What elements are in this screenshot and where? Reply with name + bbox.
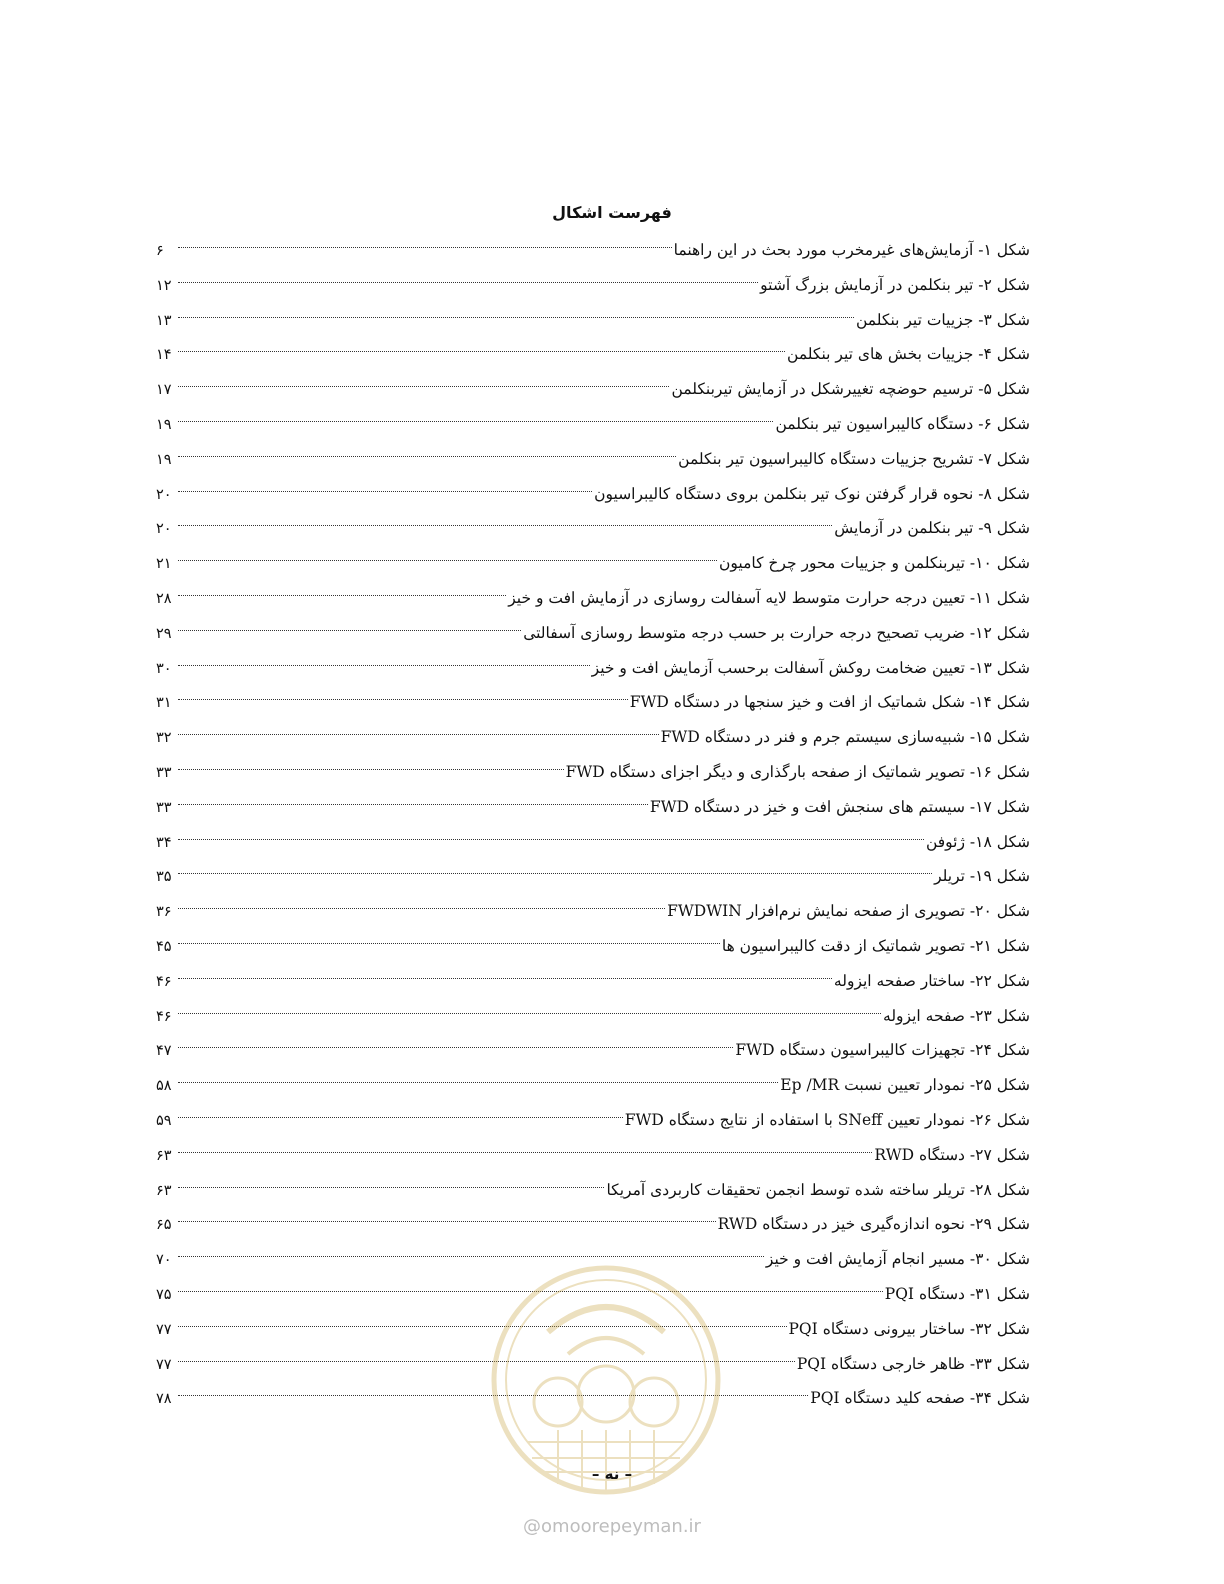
toc-entry-label: شکل ۱۹- تریلر — [934, 867, 1030, 886]
toc-entry-label: شکل ۱۳- تعیین ضخامت روکش آسفالت برحسب آزمایش افت و خیز — [591, 658, 1030, 677]
toc-entry-page-number: ۲۰ — [156, 486, 172, 503]
toc-entry-label: شکل ۲۳- صفحه ایزوله — [883, 1006, 1030, 1025]
toc-entry-label: شکل ۳۲- ساختار بیرونی دستگاه PQI — [788, 1319, 1030, 1338]
dot-leader — [178, 386, 669, 387]
toc-entry-page-number: ۶۳ — [156, 1182, 172, 1199]
toc-entry-label: شکل ۲۲- ساختار صفحه ایزوله — [833, 971, 1030, 990]
toc-entry-page-number: ۶۵ — [156, 1217, 172, 1234]
dot-leader — [178, 1013, 881, 1014]
toc-entry-page-number: ۶۳ — [156, 1147, 172, 1164]
toc-entry-label: شکل ۳۱- دستگاه PQI — [884, 1284, 1030, 1303]
dot-leader — [178, 1117, 623, 1118]
toc-entry-page-number: ۵۹ — [156, 1112, 172, 1129]
toc-entry-page-number: ۴۶ — [156, 973, 172, 990]
toc-entry-page-number: ۷۵ — [156, 1286, 172, 1303]
toc-entry-page-number: ۳۴ — [156, 834, 172, 851]
toc-entry[interactable] — [156, 720, 1030, 755]
dot-leader — [178, 839, 924, 840]
toc-entry[interactable] — [156, 337, 1030, 372]
toc-entry-page-number: ۳۱ — [156, 695, 172, 712]
toc-entry-label: شکل ۶- دستگاه کالیبراسیون تیر بنکلمن — [775, 414, 1030, 433]
toc-entry[interactable] — [156, 999, 1030, 1034]
toc-entry-page-number: ۱۴ — [156, 347, 172, 364]
toc-entry[interactable] — [156, 651, 1030, 686]
toc-entry-label: شکل ۳۳- ظاهر خارجی دستگاه PQI — [796, 1354, 1030, 1373]
dot-leader — [178, 734, 659, 735]
toc-entry-page-number: ۴۶ — [156, 1008, 172, 1025]
toc-entry-page-number: ۱۹ — [156, 416, 172, 433]
toc-entry-label: شکل ۲۰- تصویری از صفحه نمایش نرم‌افزار FWDWIN — [667, 902, 1030, 921]
dot-leader — [178, 665, 590, 666]
page-number-footer: – نه – — [591, 1465, 633, 1483]
toc-entry-label: شکل ۳- جزییات تیر بنکلمن — [856, 310, 1030, 329]
toc-entry[interactable] — [156, 825, 1030, 860]
toc-entry-label: شکل ۱۱- تعیین درجه حرارت متوسط لایه آسفالت روسازی در آزمایش افت و خیز — [508, 588, 1030, 607]
toc-entry-page-number: ۷۷ — [156, 1321, 172, 1338]
toc-entry[interactable] — [156, 964, 1030, 999]
toc-entry-page-number: ۲۰ — [156, 521, 172, 538]
dot-leader — [178, 247, 672, 248]
toc-entry[interactable] — [156, 1207, 1030, 1242]
toc-entry-page-number: ۳۳ — [156, 764, 172, 781]
toc-entry-label: شکل ۲۴- تجهیزات کالیبراسیون دستگاه FWD — [735, 1041, 1030, 1060]
toc-entry-page-number: ۴۷ — [156, 1043, 172, 1060]
toc-entry-page-number: ۷۷ — [156, 1356, 172, 1373]
toc-entry-page-number: ۵۸ — [156, 1078, 172, 1095]
dot-leader — [178, 351, 785, 352]
seal-logo-icon — [488, 1262, 724, 1498]
toc-entry-page-number: ۱۲ — [156, 277, 172, 294]
toc-entry[interactable] — [156, 303, 1030, 338]
toc-entry-label: شکل ۲۶- نمودار تعیین SNeff با استفاده از نتایج دستگاه FWD — [624, 1110, 1030, 1129]
toc-entry-page-number: ۱۳ — [156, 312, 172, 329]
dot-leader — [178, 282, 758, 283]
toc-entry-label: شکل ۲۹- نحوه اندازه‌گیری خیز در دستگاه RWD — [717, 1215, 1030, 1234]
toc-entry[interactable] — [156, 1103, 1030, 1138]
toc-entry-label: شکل ۱۲- ضریب تصحیح درجه حرارت بر حسب درجه متوسط روسازی آسفالتی — [523, 623, 1030, 642]
dot-leader — [178, 630, 521, 631]
toc-entry[interactable] — [156, 477, 1030, 512]
toc-entry-page-number: ۳۵ — [156, 869, 172, 886]
toc-entry-page-number: ۳۶ — [156, 904, 172, 921]
toc-entry-label: شکل ۵- ترسیم حوضچه تغییرشکل در آزمایش تیربنکلمن — [671, 380, 1030, 399]
dot-leader — [178, 804, 648, 805]
toc-entry-label: شکل ۴- جزییات بخش های تیر بنکلمن — [787, 345, 1030, 364]
toc-entry-page-number: ۳۳ — [156, 799, 172, 816]
figure-list — [156, 233, 1030, 1416]
toc-entry[interactable] — [156, 372, 1030, 407]
toc-entry[interactable] — [156, 581, 1030, 616]
toc-entry[interactable] — [156, 1068, 1030, 1103]
toc-entry-page-number: ۱۷ — [156, 382, 172, 399]
dot-leader — [178, 978, 832, 979]
dot-leader — [178, 491, 592, 492]
toc-entry-page-number: ۴۵ — [156, 938, 172, 955]
toc-entry[interactable] — [156, 859, 1030, 894]
dot-leader — [178, 943, 720, 944]
toc-entry[interactable] — [156, 407, 1030, 442]
toc-entry-label: شکل ۱۴- شکل شماتیک از افت و خیز سنجها در دستگاه FWD — [629, 693, 1030, 712]
toc-entry[interactable] — [156, 233, 1030, 268]
toc-entry[interactable] — [156, 1138, 1030, 1173]
toc-entry-page-number: ۳۲ — [156, 730, 172, 747]
dot-leader — [178, 1152, 872, 1153]
toc-entry-page-number: ۷۰ — [156, 1252, 172, 1269]
page-title: فهرست اشکال — [552, 203, 672, 222]
dot-leader — [178, 1082, 778, 1083]
dot-leader — [178, 560, 717, 561]
toc-entry-label: شکل ۸- نحوه قرار گرفتن نوک تیر بنکلمن بروی دستگاه کالیبراسیون — [594, 484, 1030, 503]
dot-leader — [178, 1187, 604, 1188]
toc-entry-label: شکل ۲۵- نمودار تعیین نسبت Ep /MR — [780, 1076, 1030, 1095]
toc-entry-label: شکل ۲۷- دستگاه RWD — [874, 1145, 1030, 1164]
dot-leader — [178, 908, 665, 909]
dot-leader — [178, 456, 676, 457]
toc-entry[interactable] — [156, 790, 1030, 825]
toc-entry[interactable] — [156, 755, 1030, 790]
toc-entry-page-number: ۲۱ — [156, 556, 172, 573]
toc-entry-label: شکل ۳۴- صفحه کلید دستگاه PQI — [810, 1389, 1030, 1408]
dot-leader — [178, 769, 564, 770]
toc-entry[interactable] — [156, 268, 1030, 303]
toc-entry[interactable] — [156, 929, 1030, 964]
dot-leader — [178, 317, 854, 318]
toc-entry[interactable] — [156, 616, 1030, 651]
dot-leader — [178, 699, 628, 700]
toc-entry-page-number: ۳۰ — [156, 660, 172, 677]
dot-leader — [178, 421, 773, 422]
dot-leader — [178, 525, 832, 526]
toc-entry-page-number: ۲۸ — [156, 590, 172, 607]
toc-entry-label: شکل ۱۷- سیستم های سنجش افت و خیز در دستگاه FWD — [649, 797, 1030, 816]
toc-entry-label: شکل ۱- آزمایش‌های غیرمخرب مورد بحث در این راهنما — [673, 241, 1030, 259]
toc-entry-label: شکل ۱۶- تصویر شماتیک از صفحه بارگذاری و دیگر اجزای دستگاه FWD — [565, 762, 1030, 781]
dot-leader — [178, 1047, 733, 1048]
toc-entry-page-number: ۶ — [156, 243, 164, 259]
toc-entry-label: شکل ۷- تشریح جزییات دستگاه کالیبراسیون تیر بنکلمن — [678, 449, 1030, 468]
toc-entry[interactable] — [156, 685, 1030, 720]
toc-entry-page-number: ۱۹ — [156, 451, 172, 468]
toc-entry-label: شکل ۹- تیر بنکلمن در آزمایش — [834, 519, 1030, 538]
toc-entry-label: شکل ۳۰- مسیر انجام آزمایش افت و خیز — [765, 1250, 1030, 1269]
dot-leader — [178, 1221, 716, 1222]
toc-entry-page-number: ۷۸ — [156, 1391, 172, 1408]
toc-entry[interactable] — [156, 442, 1030, 477]
dot-leader — [178, 595, 506, 596]
toc-entry-page-number: ۲۹ — [156, 625, 172, 642]
toc-entry-label: شکل ۲۱- تصویر شماتیک از دقت کالیبراسیون ها — [721, 936, 1030, 955]
toc-entry-label: شکل ۱۰- تیربنکلمن و جزییات محور چرخ کامیون — [719, 554, 1030, 573]
toc-entry[interactable] — [156, 511, 1030, 546]
toc-entry-label: شکل ۲۸- تریلر ساخته شده توسط انجمن تحقیقات کاربردی آمریکا — [606, 1180, 1030, 1199]
toc-entry-label: شکل ۱۵- شبیه‌سازی سیستم جرم و فنر در دستگاه FWD — [660, 728, 1030, 747]
toc-entry[interactable] — [156, 1033, 1030, 1068]
toc-entry-label: شکل ۱۸- ژئوفن — [925, 832, 1030, 851]
watermark-text: @omoorepeyman.ir — [523, 1516, 701, 1537]
toc-entry[interactable] — [156, 894, 1030, 929]
toc-entry[interactable] — [156, 1173, 1030, 1208]
dot-leader — [178, 1256, 764, 1257]
toc-entry-label: شکل ۲- تیر بنکلمن در آزمایش بزرگ آشتو — [760, 275, 1030, 294]
toc-entry[interactable] — [156, 546, 1030, 581]
dot-leader — [178, 873, 932, 874]
